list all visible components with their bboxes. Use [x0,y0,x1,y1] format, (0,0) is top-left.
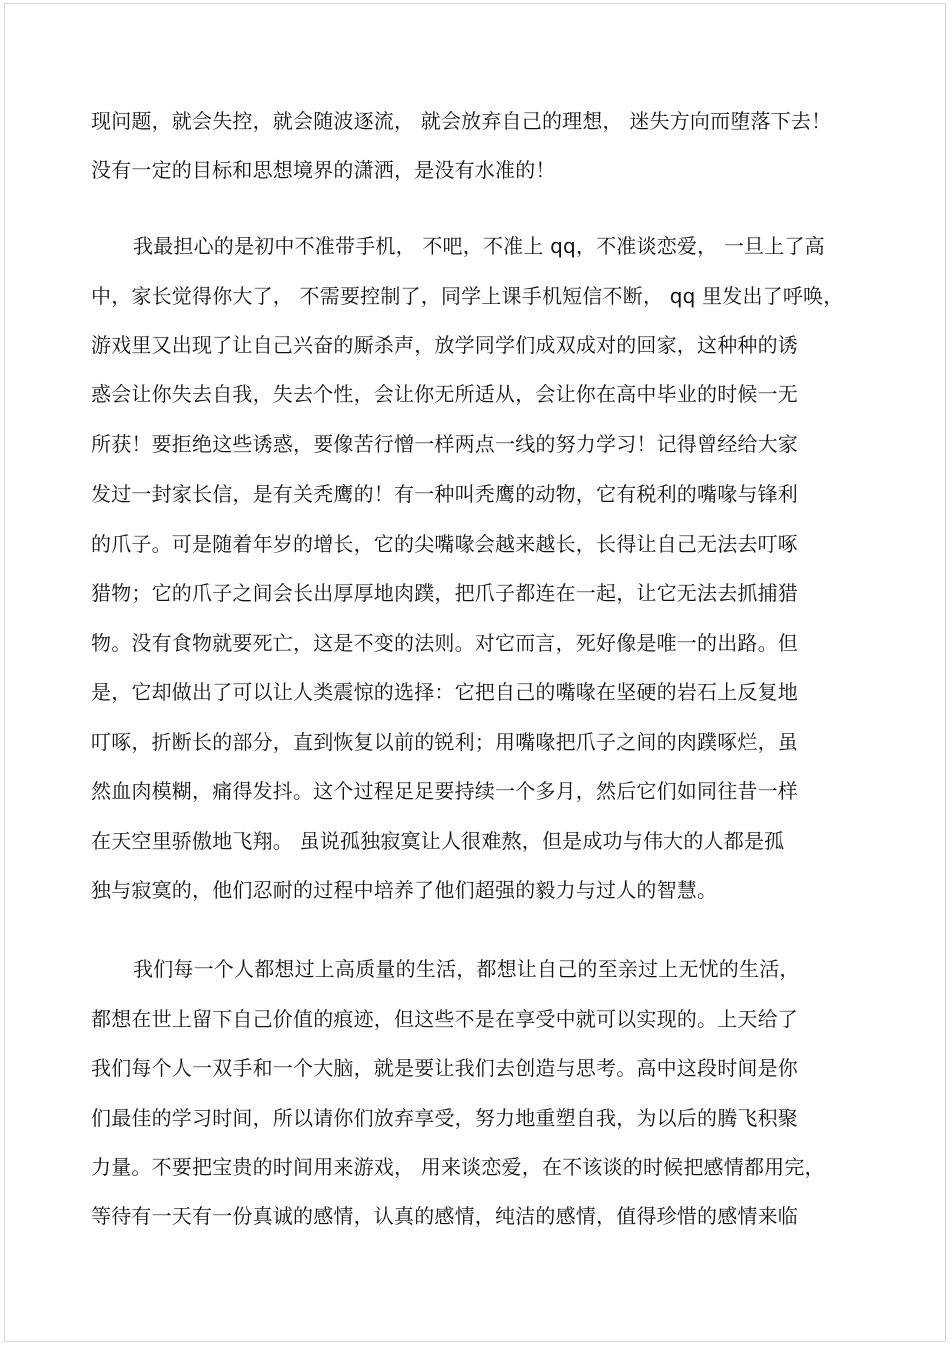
text-line: 我们每一个人都想过上高质量的生活，都想让自己的至亲过上无忧的生活， [133,957,800,981]
text-line: 物。没有食物就要死亡，这是不变的法则。对它而言，死好像是唯一的出路。但 [91,631,798,655]
text-line: 在天空里骄傲地飞翔。 虽说孤独寂寞让人很难熬，但是成功与伟大的人都是孤 [91,829,785,853]
text-line: 现问题，就会失控，就会随波逐流， 就会放弃自己的理想， 迷失方向而堕落下去！ [91,109,832,133]
text-line: 惑会让你失去自我，失去个性，会让你无所适从，会让你在高中毕业的时候一无 [91,382,798,406]
document-page [4,3,946,1342]
text-line: 都想在世上留下自己价值的痕迹，但这些不是在享受中就可以实现的。上天给了 [91,1007,798,1031]
text-line: 我最担心的是初中不准带手机， 不吧，不准上 qq，不准谈恋爱， 一旦上了高 [133,234,825,258]
text-line: 的爪子。可是随着年岁的增长，它的尖嘴喙会越来越长，长得让自己无法去叮啄 [91,532,798,556]
text-line: 没有一定的目标和思想境界的潇洒，是没有水准的！ [91,158,556,182]
text-line: 力量。不要把宝贵的时间用来游戏， 用来谈恋爱，在不该谈的时候把感情都用完， [91,1155,825,1179]
text-line: 然血肉模糊，痛得发抖。这个过程足足要持续一个多月，然后它们如同往昔一样 [91,779,798,803]
text-line: 等待有一天有一份真诚的感情，认真的感情，纯洁的感情，值得珍惜的感情来临 [91,1204,798,1228]
text-line: 独与寂寞的，他们忍耐的过程中培养了他们超强的毅力与过人的智慧。 [91,878,718,902]
text-line: 猎物；它的爪子之间会长出厚厚地肉蹼，把爪子都连在一起，让它无法去抓捕猎 [91,581,798,605]
text-line: 发过一封家长信，是有关秃鹰的！有一种叫秃鹰的动物，它有税利的嘴喙与锋利 [91,482,798,506]
text-line: 叮啄，折断长的部分，直到恢复以前的锐利；用嘴喙把爪子之间的肉蹼啄烂，虽 [91,730,798,754]
text-line: 们最佳的学习时间，所以请你们放弃享受，努力地重塑自我，为以后的腾飞积聚 [91,1106,798,1130]
text-line: 所获！要拒绝这些诱惑，要像苦行憎一样两点一线的努力学习！记得曾经给大家 [91,432,798,456]
text-line: 中，家长觉得你大了， 不需要控制了，同学上课手机短信不断， qq 里发出了呼唤， [91,284,844,308]
text-line: 我们每个人一双手和一个大脑，就是要让我们去创造与思考。高中这段时间是你 [91,1056,798,1080]
text-line: 游戏里又出现了让自己兴奋的厮杀声，放学同学们成双成对的回家，这种种的诱 [91,333,798,357]
text-line: 是，它却做出了可以让人类震惊的选择：它把自己的嘴喙在坚硬的岩石上反复地 [91,680,798,704]
